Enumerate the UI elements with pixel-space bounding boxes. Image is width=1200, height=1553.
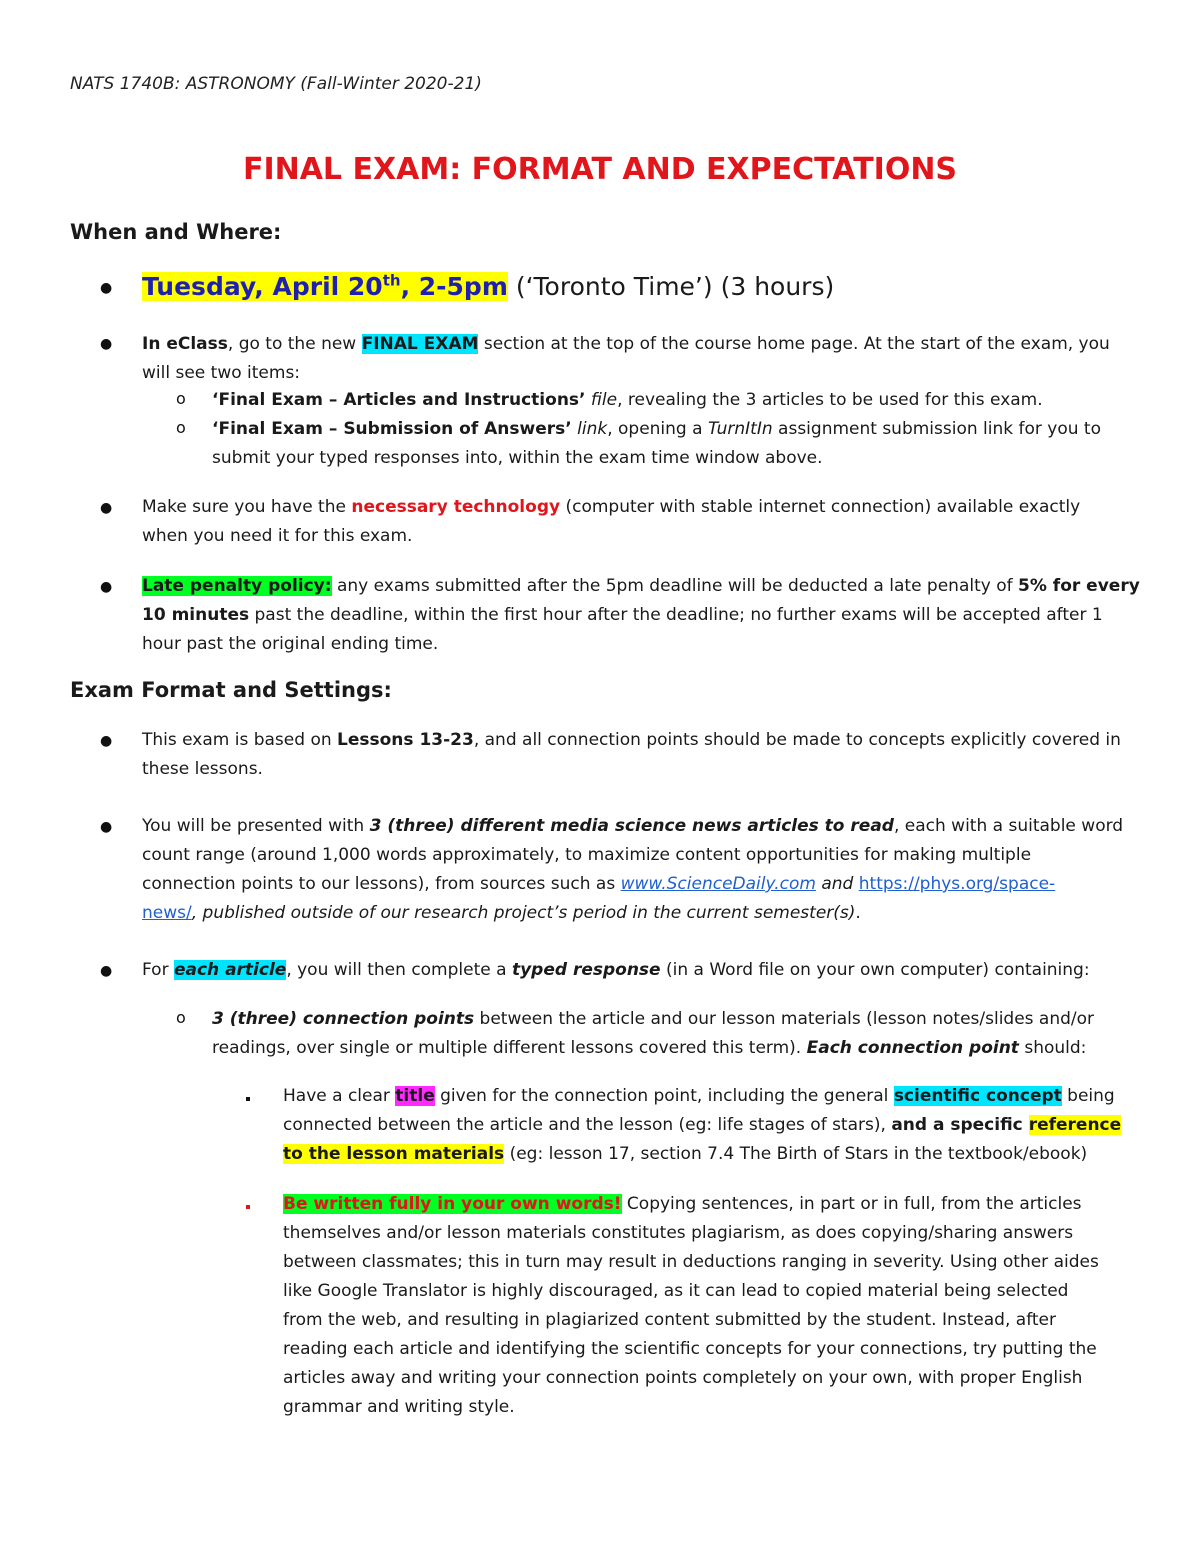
sub-bullet-icon: o <box>176 1008 186 1027</box>
each-article-paragraph: For each article, you will then complete a typed response (in a Word file on your own computer) containing: <box>142 960 1090 980</box>
sciencedaily-link[interactable]: www.ScienceDaily.com <box>620 874 816 894</box>
sub-bullet-icon: o <box>176 418 186 437</box>
own-words-highlight: Be written fully in your own words! <box>283 1194 622 1214</box>
bullet-icon: ● <box>100 280 113 296</box>
bullet-icon: ● <box>100 579 113 595</box>
title-highlight: title <box>395 1086 435 1106</box>
each-article-highlight: each article <box>173 960 287 980</box>
phys-org-link-continued[interactable]: news/ <box>142 903 192 923</box>
articles-paragraph: You will be presented with 3 (three) different media science news articles to read, each with a suitable word count range (around 1,000 words approximately, to maximize content opportunities for making multiple connection points to our lessons), from sources such as www.ScienceDaily.com and https://phys.org/space- news/, published outside of our research project’s period in the current semester(s). <box>142 816 1124 923</box>
late-penalty-highlight: Late penalty policy: <box>142 576 332 596</box>
lesson-materials-highlight: to the lesson materials <box>283 1144 505 1164</box>
submission-link-item: ‘Final Exam – Submission of Answers’ link, opening a TurnItIn assignment submission link for you to submit your typed responses into, within the exam time window above. <box>212 419 1102 468</box>
own-words-paragraph: Be written fully in your own words! Copying sentences, in part or in full, from the articles themselves and/or lesson materials constitutes plagiarism, as does copying/sharing answers between classmates; this in turn may result in deductions ranging in severity. Using other aides like Google Translator is highly discouraged, as it can lead to copied material being selected from the web, and resulting in plagiarized content submitted by the student. Instead, after reading each article and identifying the scientific concepts for your connections, try putting the articles away and writing your connection points completely on your own, with proper English grammar and writing style. <box>283 1194 1099 1417</box>
bullet-icon: ● <box>100 819 113 835</box>
exam-date-highlight: Tuesday, April 20th, 2-5pm <box>142 271 508 301</box>
section-heading-when-where: When and Where: <box>70 220 282 244</box>
exam-date-line <box>142 270 834 305</box>
square-bullet-icon <box>246 1097 250 1101</box>
reference-highlight: reference <box>1028 1115 1122 1135</box>
eclass-paragraph: In eClass, go to the new FINAL EXAM section at the top of the course home page. At the start of the exam, you will see two items: <box>142 334 1110 383</box>
phys-org-link[interactable]: https://phys.org/space- <box>858 874 1056 894</box>
late-penalty-paragraph: Late penalty policy: any exams submitted after the 5pm deadline will be deducted a late penalty of 5% for every 10 minutes past the deadline, within the first hour after the deadline; no further exams will be accepted after 1 hour past the original ending time. <box>142 576 1140 654</box>
page-title: FINAL EXAM: FORMAT AND EXPECTATIONS <box>242 152 958 187</box>
sub-bullet-icon: o <box>176 389 186 408</box>
section-heading-exam-format: Exam Format and Settings: <box>70 678 392 702</box>
final-exam-highlight: FINAL EXAM <box>361 334 479 354</box>
exam-date-timezone: (‘Toronto Time’) (3 hours) <box>507 272 835 301</box>
course-header: NATS 1740B: ASTRONOMY (Fall-Winter 2020-21) <box>70 74 482 94</box>
square-bullet-icon <box>246 1205 250 1209</box>
scientific-concept-highlight: scientific concept <box>893 1086 1062 1106</box>
bullet-icon: ● <box>100 733 113 749</box>
technology-paragraph: Make sure you have the necessary technology (computer with stable internet connection) available exactly when you need it for this exam. <box>142 497 1081 546</box>
articles-file-item: ‘Final Exam – Articles and Instructions’ file, revealing the 3 articles to be used for this exam. <box>212 390 1043 410</box>
connection-points-paragraph: 3 (three) connection points between the article and our lesson materials (lesson notes/slides and/or readings, over single or multiple different lessons covered this term). Each connection point should: <box>212 1009 1095 1058</box>
title-requirement-paragraph: Have a clear title given for the connection point, including the general scientific concept being connected between the article and the lesson (eg: life stages of stars), and a specific reference to the lesson materials (eg: lesson 17, section 7.4 The Birth of Stars in the textbook/ebook) <box>283 1086 1122 1164</box>
lessons-paragraph: This exam is based on Lessons 13-23, and all connection points should be made to concepts explicitly covered in these lessons. <box>142 730 1121 779</box>
bullet-icon: ● <box>100 963 113 979</box>
bullet-icon: ● <box>100 336 113 352</box>
bullet-icon: ● <box>100 500 113 516</box>
